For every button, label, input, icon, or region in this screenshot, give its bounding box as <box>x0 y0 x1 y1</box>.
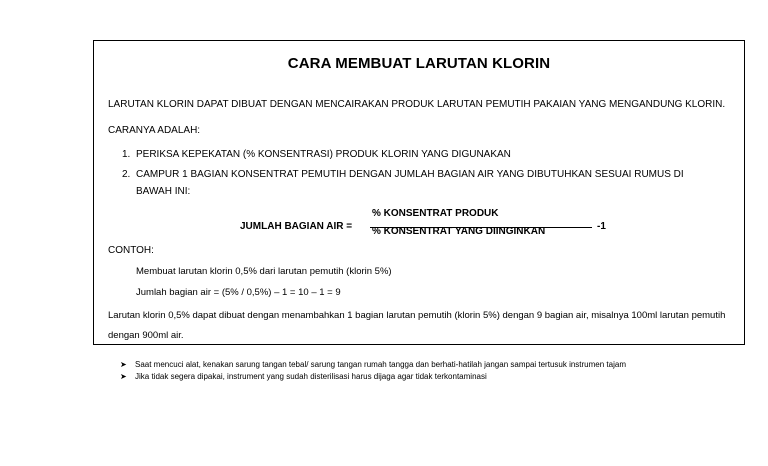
note-text: Saat mencuci alat, kenakan sarung tangan tebal/ sarung tangan rumah tangga dan berhati-hatilah jangan sampai tertusuk instrumen tajam <box>135 360 626 369</box>
note-text: Jika tidak segera dipakai, instrument yang sudah disterilisasi harus dijaga agar tidak terkontaminasi <box>135 372 487 381</box>
note-item <box>120 359 626 371</box>
caranya-label: CARANYA ADALAH: <box>108 125 201 136</box>
arrow-bullet-icon: ➤ <box>120 372 127 381</box>
example-line-2: Jumlah bagian air = (5% / 0,5%) – 1 = 10 – 1 = 9 <box>136 287 341 298</box>
step-1-number: 1. <box>122 149 131 160</box>
step-1-text: PERIKSA KEPEKATAN (% KONSENTRASI) PRODUK KLORIN YANG DIGUNAKAN <box>136 149 511 160</box>
arrow-bullet-icon: ➤ <box>120 360 127 369</box>
step-2 <box>122 166 722 200</box>
step-2-text: CAMPUR 1 BAGIAN KONSENTRAT PEMUTIH DENGAN JUMLAH BAGIAN AIR YANG DIBUTUHKAN SESUAI RUMUS DI BAWAH INI: <box>136 169 684 197</box>
formula-numerator: % KONSENTRAT PRODUK <box>372 208 499 219</box>
formula-label: JUMLAH BAGIAN AIR = <box>240 221 353 232</box>
notes-list <box>120 359 626 383</box>
contoh-label: CONTOH: <box>108 245 154 256</box>
instruction-box <box>93 40 745 345</box>
step-2-number: 2. <box>122 169 131 180</box>
intro-text: LARUTAN KLORIN DAPAT DIBUAT DENGAN MENCAIRAKAN PRODUK LARUTAN PEMUTIH PAKAIAN YANG MENGANDUNG KLORIN. <box>108 99 726 110</box>
note-item <box>120 371 626 383</box>
conclusion-text: Larutan klorin 0,5% dapat dibuat dengan menambahkan 1 bagian larutan pemutih (klorin 5%) dengan 9 bagian air, misalnya 100ml larutan pemutih dengan 900ml air. <box>108 310 726 341</box>
box-title: CARA MEMBUAT LARUTAN KLORIN <box>287 55 551 72</box>
step-1 <box>122 149 511 161</box>
formula-suffix: -1 <box>597 221 606 232</box>
example-line-1: Membuat larutan klorin 0,5% dari larutan pemutih (klorin 5%) <box>136 266 392 277</box>
formula-denominator: % KONSENTRAT YANG DIINGINKAN <box>372 226 546 237</box>
